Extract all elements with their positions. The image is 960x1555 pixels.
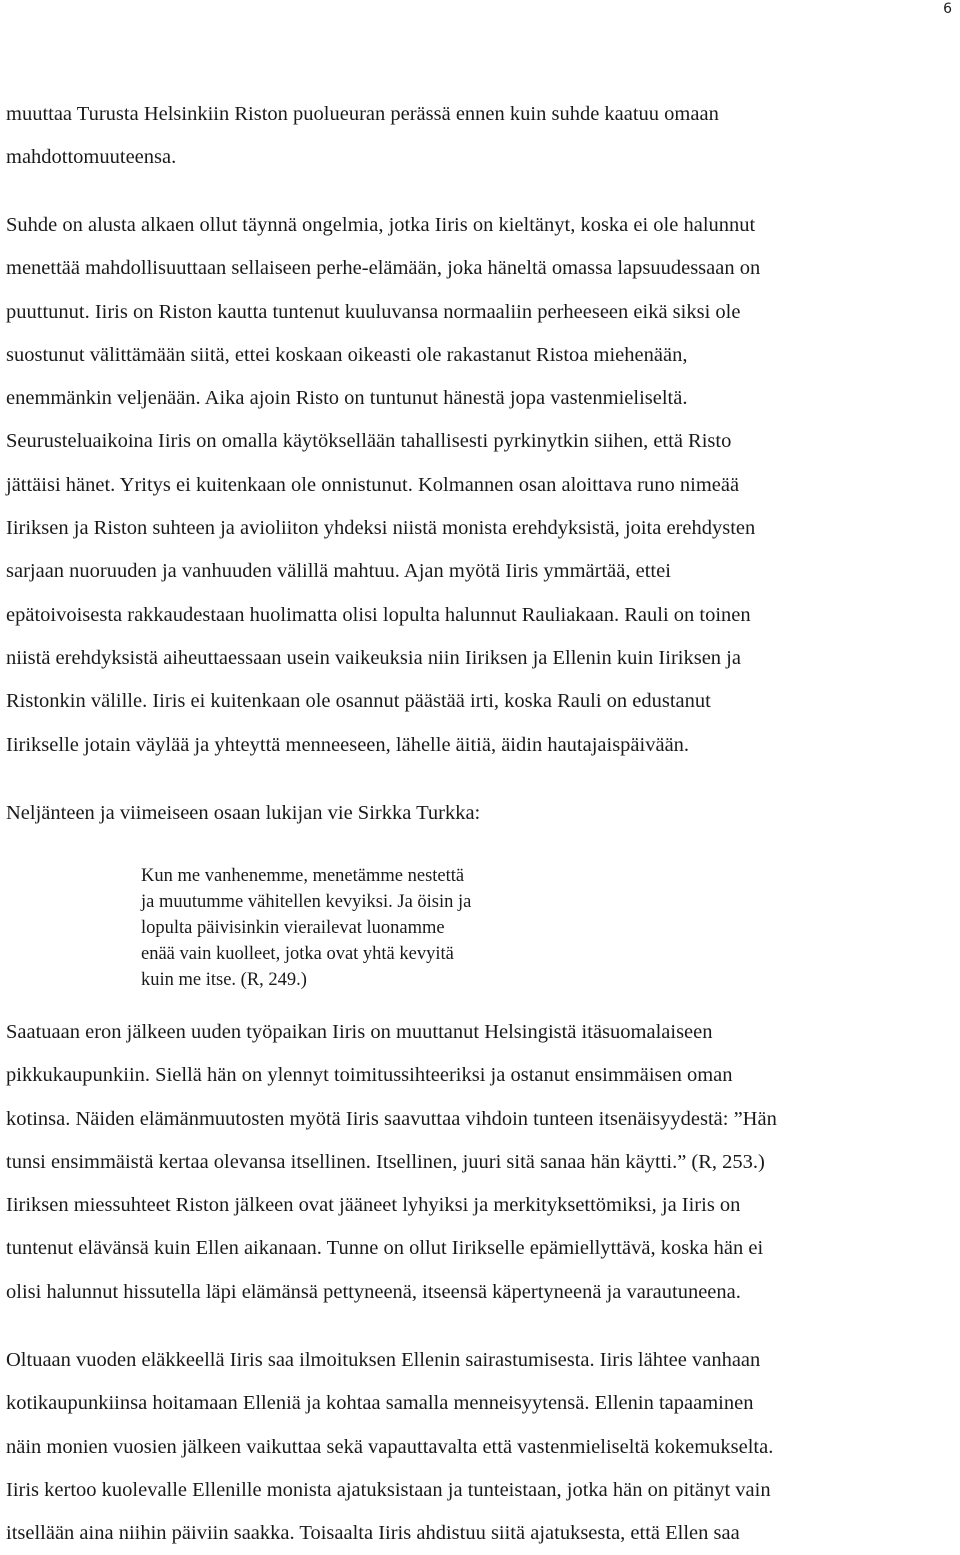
text-line: epätoivoisesta rakkaudestaan huolimatta olisi lopulta halunnut Rauliakaan. Rauli on toinen (6, 603, 751, 626)
text-line: enemmänkin veljenään. Aika ajoin Risto on tuntunut hänestä jopa vastenmieliseltä. (6, 387, 688, 410)
poem-quote (141, 863, 661, 993)
text-line: tunsi ensimmäistä kertaa olevansa itsellinen. Itsellinen, juuri sitä sanaa hän käytti.” (R, 253.) (6, 1150, 765, 1173)
text-line: pikkukaupunkiin. Siellä hän on ylennyt toimitussihteeriksi ja ostanut ensimmäisen oman (6, 1064, 733, 1087)
text-line: puuttunut. Iiris on Riston kautta tuntenut kuuluvansa normaaliin perheeseen eikä siksi ole (6, 300, 741, 323)
text-line: mahdottomuuteensa. (6, 146, 177, 169)
paragraph-2 (6, 204, 952, 767)
text-line: tuntenut elävänsä kuin Ellen aikanaan. Tunne on ollut Iirikselle epämiellyttävä, koska hän ei (6, 1237, 764, 1260)
paragraph-5 (6, 1339, 952, 1555)
text-line: niistä erehdyksistä aiheuttaessaan usein vaikeuksia niin Iiriksen ja Ellenin kuin Iiriksen ja (6, 646, 741, 669)
paragraph-3 (6, 792, 952, 835)
page-number: 6 (943, 1, 952, 17)
text-line: Saatuaan eron jälkeen uuden työpaikan Iiris on muuttanut Helsingistä itäsuomalaiseen (6, 1021, 713, 1043)
quote-line: kuin me itse. (R, 249.) (141, 970, 307, 990)
paragraph-1 (6, 93, 952, 180)
text-line: muuttaa Turusta Helsinkiin Riston puolueuran perässä ennen kuin suhde kaatuu omaan (6, 103, 719, 125)
text-line: sarjaan nuoruuden ja vanhuuden välillä mahtuu. Ajan myötä Iiris ymmärtää, ettei (6, 560, 671, 583)
quote-line: Kun me vanhenemme, menetämme nestettä (141, 866, 465, 886)
text-line: Seurusteluaikoina Iiris on omalla käytöksellään tahallisesti pyrkinytkin siihen, että Risto (6, 430, 732, 453)
quote-line: ja muutumme vähitellen kevyiksi. Ja öisin ja (141, 892, 472, 912)
text-line: Iiriksen ja Riston suhteen ja avioliiton yhdeksi niistä monista erehdyksistä, joita erehdysten (6, 517, 756, 540)
text-line: Ristonkin välille. Iiris ei kuitenkaan ole osannut päästää irti, koska Rauli on edustanut (6, 690, 711, 713)
quote-line: lopulta päivisinkin vierailevat luonamme (141, 918, 445, 938)
text-line: menettää mahdollisuuttaan sellaiseen perhe-elämään, joka häneltä omassa lapsuudessaan on (6, 257, 761, 280)
text-line: Iiriksen miessuhteet Riston jälkeen ovat jääneet lyhyiksi ja merkityksettömiksi, ja Iiris on (6, 1194, 741, 1217)
text-line: Iiris kertoo kuolevalle Ellenille monista ajatuksistaan ja tunteistaan, jotka hän on pitänyt vain (6, 1478, 771, 1501)
text-line: kotikaupunkiinsa hoitamaan Elleniä ja kohtaa samalla menneisyytensä. Ellenin tapaaminen (6, 1392, 754, 1415)
text-line: olisi halunnut hissutella läpi elämänsä pettyneenä, itseensä käpertyneenä ja varautuneena. (6, 1280, 741, 1303)
text-line: Oltuaan vuoden eläkkeellä Iiris saa ilmoituksen Ellenin sairastumisesta. Iiris lähtee vanhaan (6, 1349, 761, 1371)
text-line: Suhde on alusta alkaen ollut täynnä ongelmia, jotka Iiris on kieltänyt, koska ei ole halunnut (6, 214, 756, 236)
text-line: kotinsa. Näiden elämänmuutosten myötä Iiris saavuttaa vihdoin tunteen itsenäisyydestä: ”Hän (6, 1107, 777, 1130)
text-line: itsellään aina niihin päiviin saakka. Toisaalta Iiris ahdistuu siitä ajatuksesta, että Ellen saa (6, 1522, 740, 1545)
text-line: Neljänteen ja viimeiseen osaan lukijan vie Sirkka Turkka: (6, 802, 481, 824)
text-line: suostunut välittämään siitä, ettei koskaan oikeasti ole rakastanut Ristoa miehenään, (6, 343, 688, 366)
text-line: Iirikselle jotain väylää ja yhteyttä menneeseen, lähelle äitiä, äidin hautajaispäivään. (6, 733, 690, 756)
text-line: jättäisi hänet. Yritys ei kuitenkaan ole onnistunut. Kolmannen osan aloittava runo nimeää (6, 473, 740, 496)
quote-line: enää vain kuolleet, jotka ovat yhtä kevyitä (141, 944, 454, 964)
paragraph-4 (6, 1011, 952, 1314)
text-line: näin monien vuosien jälkeen vaikuttaa sekä vapauttavalta että vastenmieliseltä kokemukselta. (6, 1435, 774, 1458)
